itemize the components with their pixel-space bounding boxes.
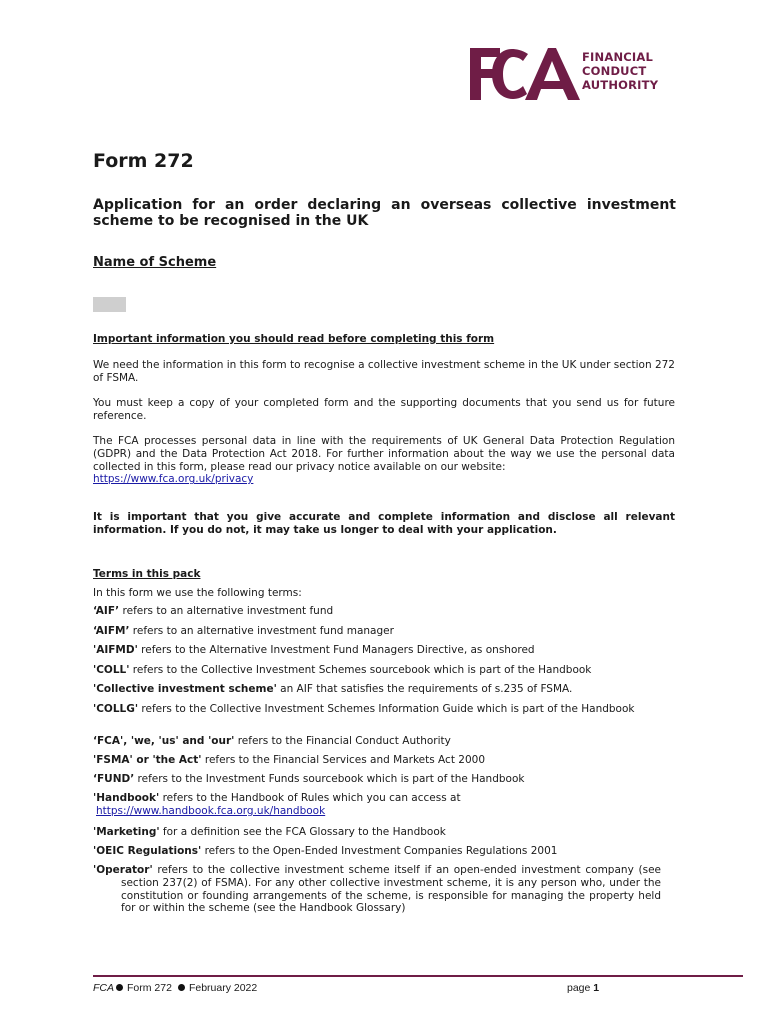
- scheme-name-heading: Name of Scheme: [93, 255, 217, 270]
- important-paragraph-2: You must keep a copy of your completed form and the supporting documents that you send us for future reference.: [93, 397, 675, 422]
- footer-page-number: page 1: [567, 982, 600, 994]
- important-paragraph-3: The FCA processes personal data in line with the requirements of UK General Data Protection Regulation (GDPR) and the Data Protection Act 2018. For further information about the way we use the personal data collected in this form, please read our privacy notice available on our website: https://www.fca.org.uk/privacy: [93, 435, 675, 486]
- term-item: 'Marketing' for a definition see the FCA Glossary to the Handbook: [93, 826, 446, 838]
- term-item: 'COLL' refers to the Collective Investment Schemes sourcebook which is part of the Handbook: [93, 664, 592, 676]
- term-item: ‘AIFM’ refers to an alternative investment fund manager: [93, 625, 394, 637]
- term-item: 'COLLG' refers to the Collective Investment Schemes Information Guide which is part of the Handbook: [93, 703, 635, 715]
- scheme-name-input[interactable]: [93, 297, 126, 312]
- term-item: 'Collective investment scheme' an AIF that satisfies the requirements of s.235 of FSMA.: [93, 683, 573, 695]
- important-paragraph-4: It is important that you give accurate and complete information and disclose all relevant information. If you do not, it may take us longer to deal with your application.: [93, 511, 675, 536]
- privacy-link[interactable]: https://www.fca.org.uk/privacy: [93, 473, 254, 486]
- form-subtitle: Application for an order declaring an overseas collective investment scheme to be recognised in the UK: [93, 197, 676, 229]
- term-item: ‘AIF’ refers to an alternative investment fund: [93, 605, 334, 617]
- bullet-icon: [116, 984, 123, 991]
- term-item: 'Handbook' refers to the Handbook of Rules which you can access at https://www.handbook.fca.org.uk/handbook: [93, 792, 461, 817]
- term-item: 'FSMA' or 'the Act' refers to the Financial Services and Markets Act 2000: [93, 754, 486, 766]
- footer-form-info: FCA Form 272 February 2022: [93, 982, 258, 994]
- terms-intro: In this form we use the following terms:: [93, 587, 302, 599]
- term-item: 'OEIC Regulations' refers to the Open-Ended Investment Companies Regulations 2001: [93, 845, 558, 857]
- fca-logo-mark: [470, 48, 580, 100]
- handbook-link[interactable]: https://www.handbook.fca.org.uk/handbook: [96, 804, 326, 817]
- fca-logo: [470, 48, 700, 100]
- term-item: ‘FCA', 'we, 'us' and 'our' refers to the Financial Conduct Authority: [93, 735, 451, 747]
- bullet-icon: [178, 984, 185, 991]
- footer-divider: [93, 975, 743, 977]
- important-paragraph-1: We need the information in this form to recognise a collective investment scheme in the UK under section 272 of FSMA.: [93, 359, 675, 384]
- important-info-heading: Important information you should read before completing this form: [93, 333, 495, 345]
- term-item: 'Operator' refers to the collective investment scheme itself if an open-ended investment company (see section 237(2) of FSMA). For any other collective investment scheme, it is any person who, under the constitution or founding arrangements of the scheme, is responsible for managing the property held for or within the scheme (see the Handbook Glossary): [93, 864, 661, 915]
- terms-heading: Terms in this pack: [93, 568, 201, 580]
- term-item: 'AIFMD' refers to the Alternative Investment Fund Managers Directive, as onshored: [93, 644, 535, 656]
- fca-logo-wordmark: FINANCIAL CONDUCT AUTHORITY: [582, 50, 659, 92]
- page-title: Form 272: [93, 150, 194, 172]
- term-item: ‘FUND’ refers to the Investment Funds sourcebook which is part of the Handbook: [93, 773, 525, 785]
